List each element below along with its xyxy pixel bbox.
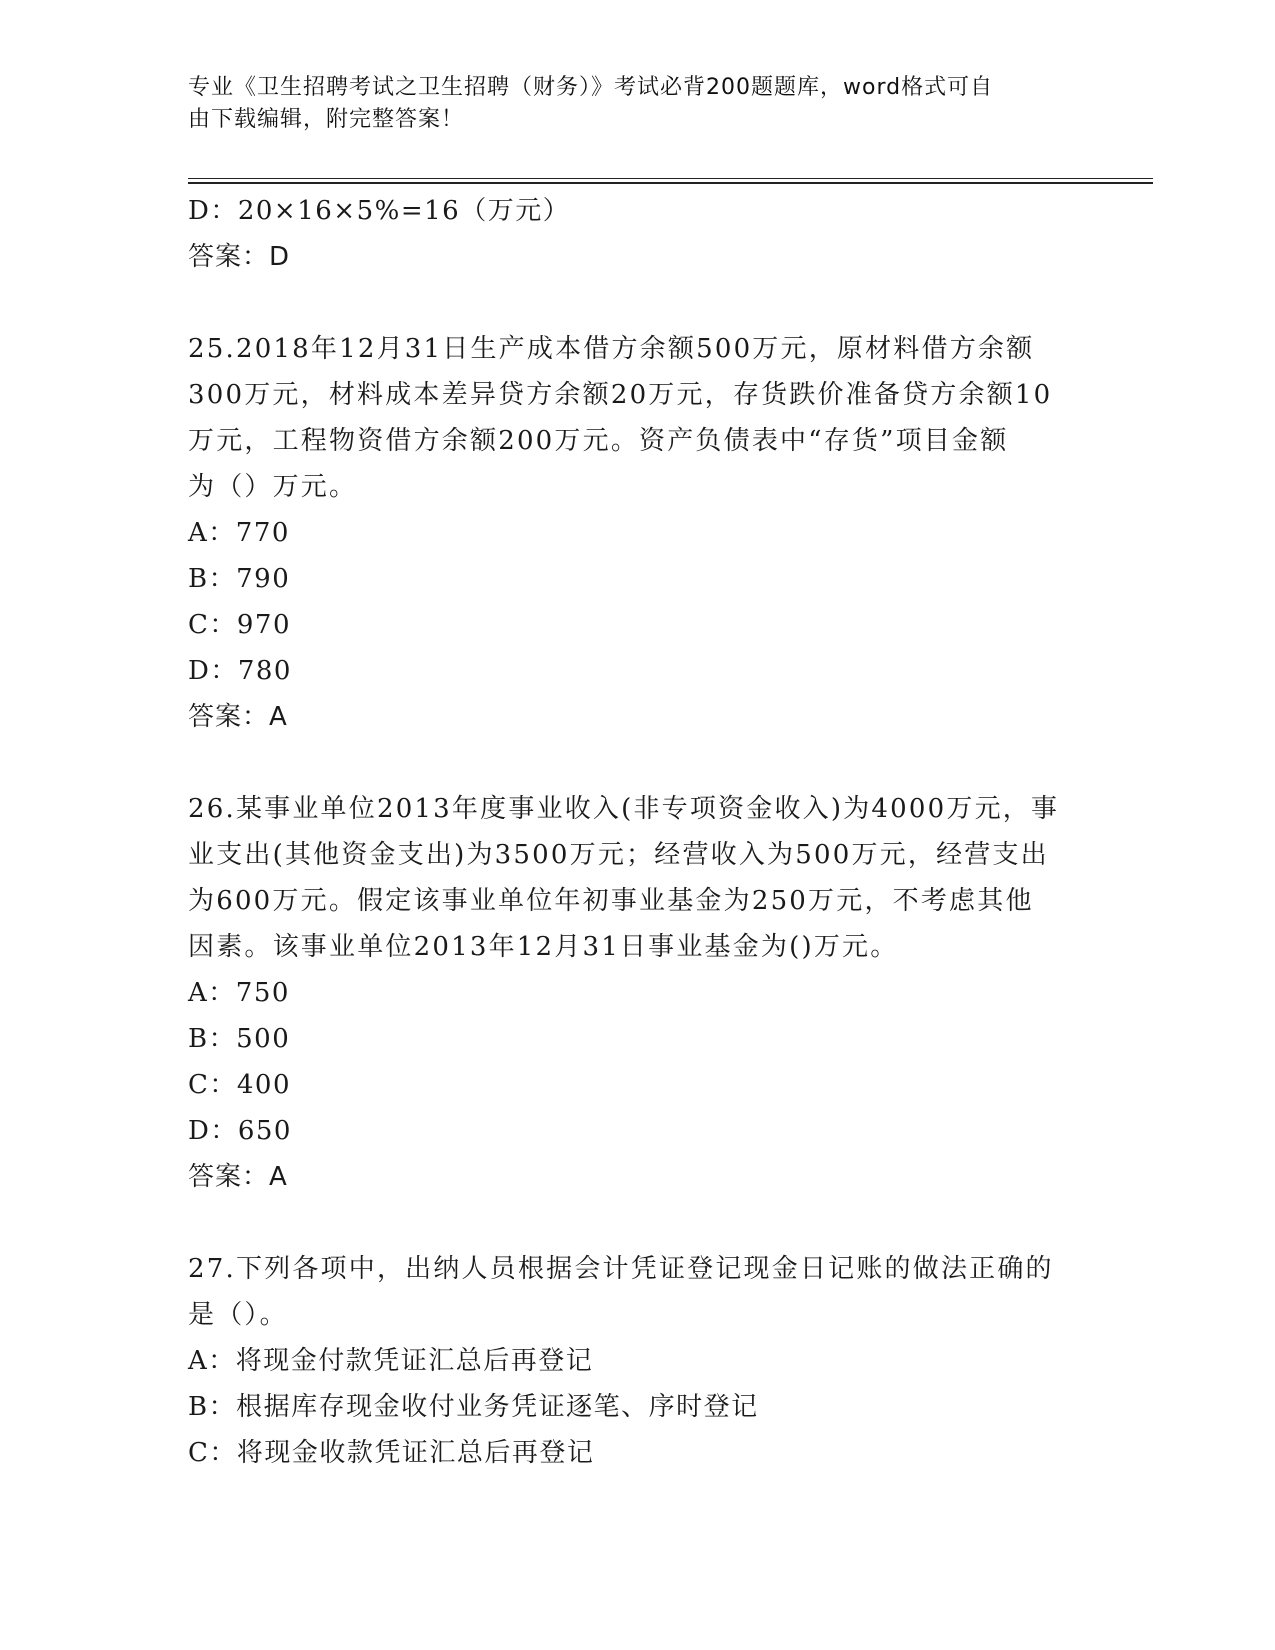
stem-line: 是（）。 — [188, 1300, 288, 1330]
option-a: A：770 — [188, 518, 290, 548]
stem-line: 万元，工程物资借方余额200万元。资产负债表中“存货”项目金额 — [188, 426, 1009, 456]
option-b: B：根据库存现金收付业务凭证逐笔、序时登记 — [188, 1392, 759, 1422]
stem-line: 26.某事业单位2013年度事业收入(非专项资金收入)为4000万元，事 — [188, 794, 1060, 824]
answer-line: 答案：A — [188, 702, 288, 732]
question-stem — [188, 786, 1088, 970]
question-stem — [188, 1246, 1088, 1338]
header-divider-thick — [188, 182, 1153, 184]
option-c: C：将现金收款凭证汇总后再登记 — [188, 1438, 595, 1468]
option-b: B：790 — [188, 564, 291, 594]
option-d: D：780 — [188, 656, 292, 686]
question-stem — [188, 326, 1088, 510]
stem-line: 为600万元。假定该事业单位年初事业基金为250万元，不考虑其他 — [188, 886, 1034, 916]
question-content — [188, 188, 1088, 1476]
answer-line: 答案：A — [188, 1162, 288, 1192]
question-26 — [188, 786, 1088, 1200]
header-line-1: 专业《卫生招聘考试之卫生招聘（财务）》考试必背200题题库，word格式可自 — [188, 75, 994, 100]
option-d: D：650 — [188, 1116, 292, 1146]
option-c: C：970 — [188, 610, 292, 640]
stem-line: 27.下列各项中，出纳人员根据会计凭证登记现金日记账的做法正确的 — [188, 1254, 1054, 1284]
answer-line: 答案：D — [188, 242, 291, 272]
spacer — [188, 280, 1088, 326]
spacer — [188, 1200, 1088, 1246]
stem-line: 25.2018年12月31日生产成本借方余额500万元，原材料借方余额 — [188, 334, 1035, 364]
option-c: C：400 — [188, 1070, 292, 1100]
header-divider-thin — [188, 178, 1153, 179]
stem-line: 因素。该事业单位2013年12月31日事业基金为()万元。 — [188, 932, 899, 962]
question-27 — [188, 1246, 1088, 1476]
stem-line: 业支出(其他资金支出)为3500万元；经营收入为500万元，经营支出 — [188, 840, 1049, 870]
question-25 — [188, 326, 1088, 740]
header-line-2: 由下载编辑，附完整答案！ — [188, 107, 465, 132]
option-b: B：500 — [188, 1024, 291, 1054]
document-header — [188, 72, 1088, 136]
option-a: A：将现金付款凭证汇总后再登记 — [188, 1346, 594, 1376]
option-a: A：750 — [188, 978, 290, 1008]
option-d: D：20×16×5%=16（万元） — [188, 196, 571, 226]
spacer — [188, 740, 1088, 786]
stem-line: 为（）万元。 — [188, 472, 358, 502]
previous-question-tail — [188, 188, 1088, 280]
stem-line: 300万元，材料成本差异贷方余额20万元，存货跌价准备贷方余额10 — [188, 380, 1053, 410]
